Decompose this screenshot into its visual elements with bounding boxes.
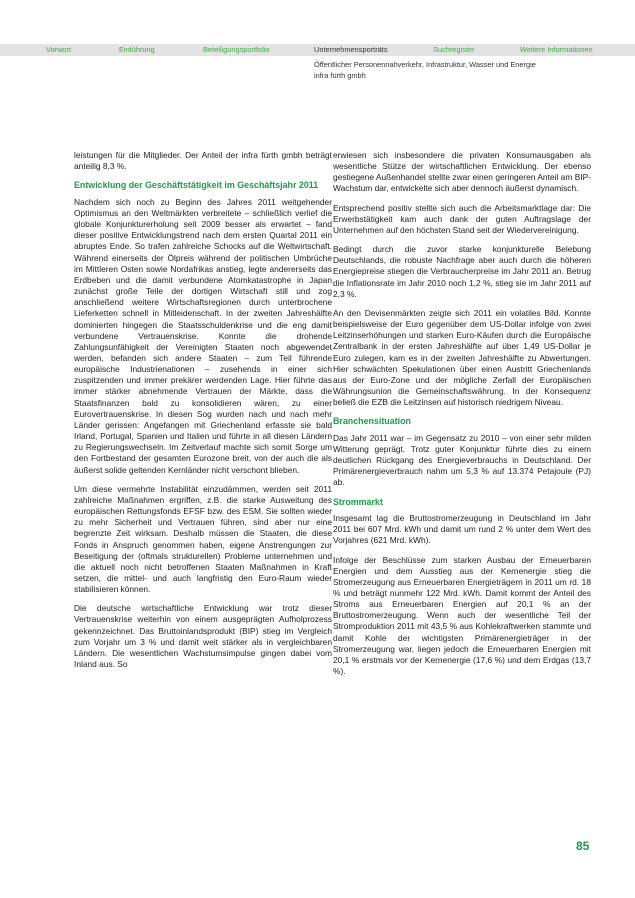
paragraph: Insgesamt lag die Bruttostromerzeugung in Deutschland im Jahr 2011 bei 607 Mrd. kWh und damit um rund 2 % unter dem Wert des Vorjahres (621 Mrd. kWh). bbox=[333, 513, 591, 546]
nav-item-einfuehrung[interactable]: Einführung bbox=[119, 45, 155, 54]
nav-item-weitere-informationen[interactable]: Weitere Informationen bbox=[520, 45, 593, 54]
nav-item-vorwort[interactable]: Vorwort bbox=[46, 45, 72, 54]
breadcrumb-company: infra fürth gmbh bbox=[314, 71, 366, 80]
paragraph: An den Devisenmärkten zeigte sich 2011 ein volatiles Bild. Konnte beispielsweise der Euro gegenüber dem US-Dollar infolge von zwei Leitzinserhöhungen und starken Euro-Käufen durch die Europäische Zentralbank in der ersten Jahreshälfte auf über 1,49 US-Dollar je Euro zulegen, kam es in der zweiten Jahreshälfte zu Abwertungen. Hier schwächten Spekulationen über einen Austritt Griechenlands aus der Euro-Zone und der mögliche Zerfall der Europäischen Währungsunion die Gemeinschaftswährung. In der Konsequenz beließ die EZB die Leitzinsen auf historisch niedrigem Niveau. bbox=[333, 307, 591, 408]
paragraph: Bedingt durch die zuvor starke konjunkturelle Belebung Deutschlands, die robuste Nachfrage aber auch durch die höheren Energiepreise stiegen die Verbraucherpreise im Jahr 2011 an. Betrug die Inflationsrate im Jahr 2010 noch 1,2 %, stieg sie im Jahr 2011 auf 2,3 %. bbox=[333, 244, 591, 299]
nav-item-suchregister[interactable]: Suchregister bbox=[433, 45, 475, 54]
paragraph: Nachdem sich noch zu Beginn des Jahres 2011 weitgehender Optimismus an den Weltmärkten verbreitete – schließlich verlief die globale Konjunkturerholung seit 2009 besser als erwartet – fand dieser positive Entwicklungstrend nach dem ersten Quartal 2011 ein abruptes Ende. So trafen zahlreiche Schocks auf die Weltwirtschaft. Während einerseits der Ölpreis während der politischen Umbrüche im Mittleren Osten sowie Nordafrikas anstieg, legte andererseits das Erdbeben und die damit verbundene Atomkatastrophe in Japan zunächst große Teile der dortigen Wirtschaft still und zog anschließend weitere Wirtschaftsregionen durch unterbrochene Lieferketten schnell in Mitleidenschaft. In der zweiten Jahreshälfte dominierten hingegen die Staatsschuldenkrise und die eng damit verbundene Vertrauenskrise. Konnte die drohende Zahlungsunfähigkeit der Vereinigten Staaten noch abgewendet werden, befanden sich andere Staaten – zum Teil führende europäische Industrienationen – zusehends in einer sich zuspitzenden und immer prekärer werdenden Lage. Hier führte das immer stärker abnehmende Vertrauen der Märkte, dass die Staatsfinanzen bald zu konsolidieren wären, zu einer Eurovertrauenskrise. In diesen Sog wurden nach und nach mehr Länder gerissen: Angefangen mit Griechenland erfasste sie bald Irland, Portugal, Spanien und Italien und führte in all diesen Ländern zu Regierungswechseln. Im Zeitverlauf machte sich somit Sorge um den Fortbestand der gesamten Eurozone breit, von der auch die als äußerst solide geltenden Kernländer nicht verschont blieben. bbox=[74, 196, 332, 475]
left-column bbox=[74, 150, 332, 678]
section-heading: Branchensituation bbox=[333, 416, 411, 427]
top-navigation bbox=[0, 44, 635, 56]
right-column bbox=[333, 150, 591, 685]
page-number: 85 bbox=[576, 839, 590, 853]
paragraph: Die deutsche wirtschaftliche Entwicklung war trotz dieser Vertrauenskrise weiterhin von einem ausgeprägten Aufholprozess gekennzeichnet. Das Bruttoinlandsprodukt (BIP) stieg im Vergleich zum Vorjahr um 3 % und damit weit stärker als in vergleichbaren Ländern. Die wesentlichen Wachstumsimpulse gingen dabei vom Inland aus. So bbox=[74, 603, 332, 670]
breadcrumb bbox=[314, 59, 536, 81]
paragraph: Entsprechend positiv stellte sich auch die Arbeitsmarktlage dar: Die Erwerbstätigkeit kam auch dank der guten Auftragslage der Unternehmen auf den höchsten Stand seit der Wiedervereinigung. bbox=[333, 202, 591, 235]
paragraph: erwiesen sich insbesondere die privaten Konsumausgaben als wesentliche Stütze der wirtschaftlichen Entwicklung. Der ebenso gestiegene Außenhandel stellte zwar einen geringeren Anteil am BIP-Wachstum dar, entwickelte sich aber dennoch äußerst dynamisch. bbox=[333, 150, 591, 194]
paragraph: Infolge der Beschlüsse zum starken Ausbau der Erneuerbaren Energien und dem Ausstieg aus der Kernenergie stieg die Stromerzeugung aus Erneuerbaren Energieträgern in 2011 um rd. 18 % und beträgt nunmehr 122 Mrd. kWh. Damit kommt der Anteil des Stroms aus Erneuerbaren Energien auf 20,1 % an der Bruttostromerzeugung. Wenn auch der wesentliche Teil der Stromproduktion 2011 mit 43,5 % aus Kohlekraftwerken stammte und damit Kohle der wichtigsten Primärenergieträger in der Stromerzeugung war, liegen jedoch die Erneuerbaren Energien mit 20,1 % erstmals vor der Kernenergie (17,6 %) und dem Erdgas (13,7 %). bbox=[333, 554, 591, 677]
section-heading: Strommarkt bbox=[333, 496, 383, 507]
paragraph: Um diese vermehrte Instabilität einzudämmen, werden seit 2011 zahlreiche Maßnahmen ergriffen, z.B. die starke Ausweitung des europäischen Rettungsfonds EFSF bzw. des ESM. Sie sollten wieder zu mehr Sicherheit und Vertrauen führen, sind aber nur eine begrenzte Zeit wirksam. Deshalb müssen die Staaten, die diese Fonds in Anspruch genommen haben, eigene Anstrengungen zur Beseitigung der (oftmals strukturellen) Probleme unternehmen und die aktuell noch nicht betroffenen Staaten Maßnahmen in Kraft setzen, die mittel- und auch langfristig den Euro-Raum wieder stabilisieren können. bbox=[74, 483, 332, 595]
paragraph: leistungen für die Mitglieder. Der Anteil der infra fürth gmbh beträgt anteilig 8,3 %. bbox=[74, 150, 332, 172]
paragraph: Das Jahr 2011 war – im Gegensatz zu 2010 – von einer sehr milden Witterung geprägt. Trotz guter Konjunktur führte dies zu einem deutlichen Rückgang des Energieverbrauchs in Deutschland. Der Primärenergieverbrauch nahm um 5,3 % auf 13.374 Petajoule (PJ) ab. bbox=[333, 432, 591, 488]
section-heading: Entwicklung der Geschäftstätigkeit im Geschäftsjahr 2011 bbox=[74, 180, 319, 191]
breadcrumb-category: Öffentlicher Personennahverkehr, Infrastruktur, Wasser und Energie bbox=[314, 60, 536, 69]
nav-item-beteiligungsportfolio[interactable]: Beteiligungsportfolio bbox=[203, 45, 270, 54]
nav-item-unternehmensportraets[interactable]: Unternehmensporträts bbox=[314, 45, 388, 54]
